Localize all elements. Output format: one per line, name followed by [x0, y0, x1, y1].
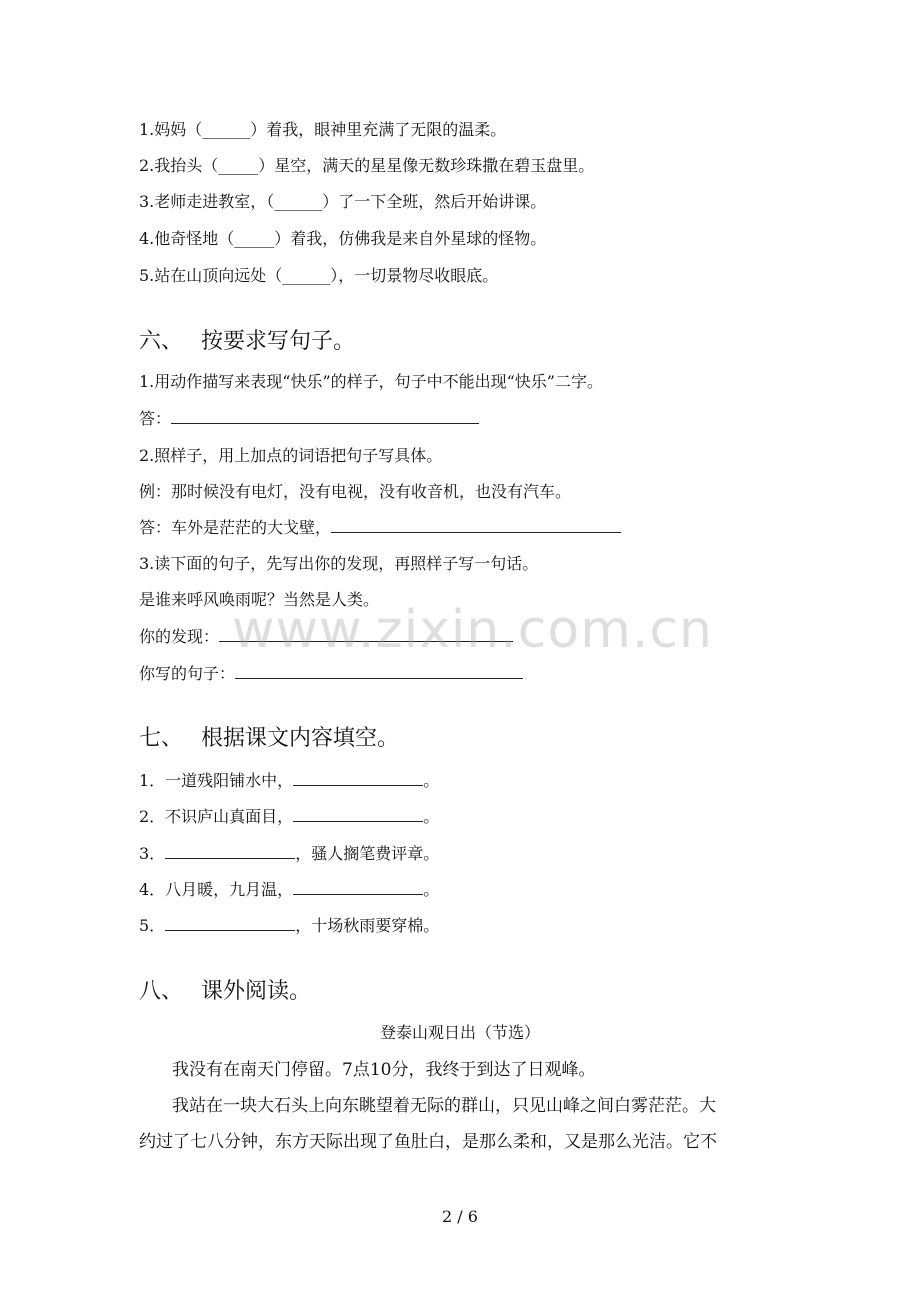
section-7-heading — [139, 724, 399, 754]
answer-label: 答： — [139, 409, 172, 428]
poem-text: 1．一道残阳铺水中， — [139, 771, 294, 790]
fill-item-4: 4.他奇怪地（_____）着我，仿佛我是来自外星球的怪物。 — [139, 229, 547, 248]
answer-6-2[interactable] — [139, 517, 621, 539]
section-8-heading — [139, 977, 311, 1007]
poem-item-5[interactable] — [139, 915, 439, 937]
fill-item-2: 2.我抬头（_____）星空，满天的星星像无数珍珠撒在碧玉盘里。 — [139, 156, 595, 175]
passage-paragraph-1: 我没有在南天门停留。7点10分，我终于到达了日观峰。 — [172, 1060, 596, 1080]
answer-blank[interactable] — [331, 518, 621, 533]
sample-sentence: 是谁来呼风唤雨呢？当然是人类。 — [139, 590, 380, 609]
section-8-number: 八、 — [139, 979, 184, 1004]
fill-item-3: 3.老师走进教室，（______）了一下全班，然后开始讲课。 — [139, 192, 547, 211]
poem-text: 。 — [423, 880, 440, 899]
section-7-number: 七、 — [139, 726, 184, 751]
section-6-title: 按要求写句子。 — [201, 329, 356, 354]
poem-blank[interactable] — [165, 916, 295, 931]
answer-6-1[interactable] — [139, 408, 479, 430]
poem-item-3[interactable] — [139, 843, 439, 865]
poem-text: 。 — [423, 807, 440, 826]
fill-item-5: 5.站在山顶向远处（______），一切景物尽收眼底。 — [139, 266, 499, 285]
poem-item-1[interactable] — [139, 770, 439, 792]
question-6-2: 2.照样子，用上加点的词语把句子写具体。 — [139, 446, 443, 465]
passage-title: 登泰山观日出（节选） — [379, 1023, 540, 1042]
page-number: 2 / 6 — [442, 1207, 478, 1226]
passage-paragraph-2-line-1: 我站在一块大石头上向东眺望着无际的群山，只见山峰之间白雾茫茫。大 — [172, 1096, 716, 1116]
poem-blank[interactable] — [293, 771, 423, 786]
section-6-number: 六、 — [139, 329, 184, 354]
poem-blank[interactable] — [293, 807, 423, 822]
poem-item-2[interactable] — [139, 806, 439, 828]
your-sentence-line[interactable] — [139, 663, 523, 685]
poem-blank[interactable] — [293, 880, 423, 895]
poem-text: 。 — [423, 771, 440, 790]
fill-item-1: 1.妈妈（______）着我，眼神里充满了无限的温柔。 — [139, 120, 507, 139]
answer-label: 答：车外是茫茫的大戈壁， — [139, 518, 332, 537]
answer-blank[interactable] — [171, 409, 479, 424]
discovery-label: 你的发现： — [139, 627, 220, 646]
section-7-title: 根据课文内容填空。 — [201, 726, 400, 751]
watermark: www.zixin.com.cn — [232, 600, 713, 660]
section-8-title: 课外阅读。 — [201, 979, 312, 1004]
poem-text: 2．不识庐山真面目， — [139, 807, 294, 826]
example-sentence: 例：那时候没有电灯，没有电视，没有收音机，也没有汽车。 — [139, 482, 572, 501]
question-6-1: 1.用动作描写来表现“快乐”的样子，句子中不能出现“快乐”二字。 — [139, 372, 603, 391]
your-sentence-blank[interactable] — [235, 664, 523, 679]
poem-item-4[interactable] — [139, 879, 439, 901]
poem-text: 4．八月暖，九月温， — [139, 880, 294, 899]
your-sentence-label: 你写的句子： — [139, 664, 236, 683]
poem-text: 3． — [139, 844, 166, 863]
poem-text: ，骚人搁笔费评章。 — [295, 844, 440, 863]
poem-text: 5． — [139, 916, 166, 935]
passage-paragraph-2-line-2: 约过了七八分钟，东方天际出现了鱼肚白，是那么柔和，又是那么光洁。它不 — [139, 1132, 717, 1152]
section-6-heading — [139, 327, 355, 357]
poem-text: ，十场秋雨要穿棉。 — [295, 916, 440, 935]
question-6-3: 3.读下面的句子，先写出你的发现，再照样子写一句话。 — [139, 554, 539, 573]
poem-blank[interactable] — [165, 844, 295, 859]
